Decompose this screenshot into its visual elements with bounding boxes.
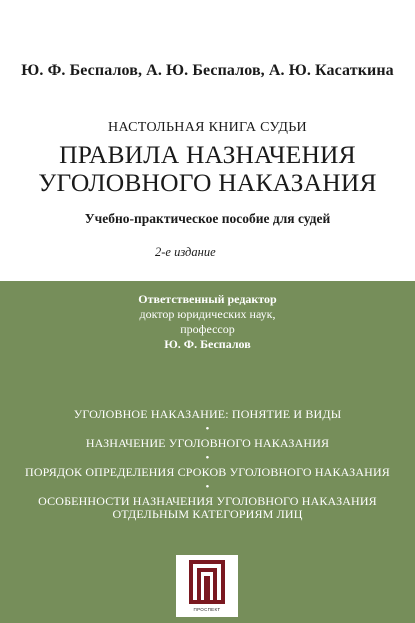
bullet-separator: • xyxy=(205,452,210,464)
editor-title: профессор xyxy=(180,322,235,336)
authors: Ю. Ф. Беспалов, А. Ю. Беспалов, А. Ю. Касаткина xyxy=(21,62,394,79)
book-title-line-1: ПРАВИЛА НАЗНАЧЕНИЯ xyxy=(59,140,356,169)
topics-list xyxy=(0,408,415,521)
series-title: НАСТОЛЬНАЯ КНИГА СУДЬИ xyxy=(108,120,307,135)
book-subtitle: Учебно-практическое пособие для судей xyxy=(84,211,331,226)
editor-name: Ю. Ф. Беспалов xyxy=(164,337,251,351)
bullet-separator: • xyxy=(205,481,210,493)
topic-item: ОСОБЕННОСТИ НАЗНАЧЕНИЯ УГОЛОВНОГО НАКАЗАНИЯ xyxy=(38,494,377,508)
topic-item: УГОЛОВНОЕ НАКАЗАНИЕ: ПОНЯТИЕ И ВИДЫ xyxy=(73,407,342,421)
topic-item: ПОРЯДОК ОПРЕДЕЛЕНИЯ СРОКОВ УГОЛОВНОГО НАКАЗАНИЯ xyxy=(25,465,390,479)
cover-bottom-panel xyxy=(0,281,415,623)
publisher-name: ПРОСПЕКТ xyxy=(193,607,221,612)
prospekt-logo-icon xyxy=(176,555,238,617)
topic-item: НАЗНАЧЕНИЕ УГОЛОВНОГО НАКАЗАНИЯ xyxy=(85,436,330,450)
cover-top-section xyxy=(0,0,415,281)
editor-degree: доктор юридических наук, xyxy=(139,307,276,321)
book-title-line-2: УГОЛОВНОГО НАКАЗАНИЯ xyxy=(38,168,377,197)
topic-item: ОТДЕЛЬНЫМ КАТЕГОРИЯМ ЛИЦ xyxy=(112,507,303,521)
bullet-separator: • xyxy=(205,423,210,435)
editor-block xyxy=(0,292,415,352)
edition: 2-е издание xyxy=(155,245,216,259)
book-title xyxy=(0,141,415,197)
editor-role: Ответственный редактор xyxy=(138,292,277,306)
